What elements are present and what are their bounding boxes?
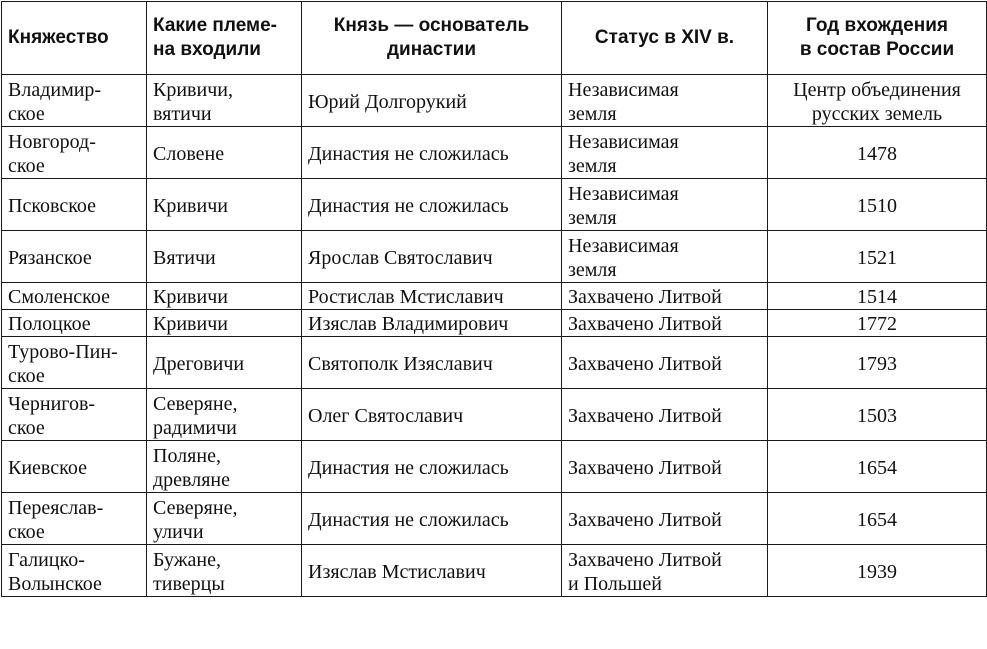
cell-principality: Псковское bbox=[2, 179, 147, 231]
cell-tribes: Кривичи bbox=[147, 283, 302, 310]
table-row bbox=[2, 75, 987, 127]
cell-founder: Династия не сложилась bbox=[302, 179, 562, 231]
table-row bbox=[2, 493, 987, 545]
cell-status: Захвачено Литвой bbox=[562, 310, 768, 337]
cell-principality: Владимир- ское bbox=[2, 75, 147, 127]
table-row bbox=[2, 441, 987, 493]
header-founder: Князь — основатель династии bbox=[302, 2, 562, 75]
cell-tribes: Северяне, уличи bbox=[147, 493, 302, 545]
cell-tribes: Кривичи bbox=[147, 310, 302, 337]
cell-founder: Ярослав Святославич bbox=[302, 231, 562, 283]
cell-principality: Переяслав- ское bbox=[2, 493, 147, 545]
table-row bbox=[2, 231, 987, 283]
cell-status: Независимая земля bbox=[562, 179, 768, 231]
cell-year: 1793 bbox=[768, 337, 987, 389]
cell-founder: Олег Святославич bbox=[302, 389, 562, 441]
header-tribes: Какие племе- на входили bbox=[147, 2, 302, 75]
header-row bbox=[2, 2, 987, 75]
cell-status: Захвачено Литвой bbox=[562, 389, 768, 441]
cell-founder: Изяслав Владимирович bbox=[302, 310, 562, 337]
cell-founder: Ростислав Мстиславич bbox=[302, 283, 562, 310]
table-row bbox=[2, 389, 987, 441]
cell-status: Независимая земля bbox=[562, 231, 768, 283]
cell-year: 1510 bbox=[768, 179, 987, 231]
cell-year: 1654 bbox=[768, 493, 987, 545]
cell-founder: Династия не сложилась bbox=[302, 127, 562, 179]
cell-founder: Юрий Долгорукий bbox=[302, 75, 562, 127]
cell-year: 1514 bbox=[768, 283, 987, 310]
cell-year: 1521 bbox=[768, 231, 987, 283]
cell-status: Захвачено Литвой и Польшей bbox=[562, 545, 768, 597]
table-row bbox=[2, 179, 987, 231]
cell-status: Захвачено Литвой bbox=[562, 337, 768, 389]
cell-principality: Рязанское bbox=[2, 231, 147, 283]
cell-tribes: Кривичи bbox=[147, 179, 302, 231]
cell-tribes: Словене bbox=[147, 127, 302, 179]
cell-status: Независимая земля bbox=[562, 127, 768, 179]
table-row bbox=[2, 545, 987, 597]
cell-principality: Чернигов- ское bbox=[2, 389, 147, 441]
cell-principality: Галицко- Волынское bbox=[2, 545, 147, 597]
cell-tribes: Вятичи bbox=[147, 231, 302, 283]
cell-founder: Династия не сложилась bbox=[302, 441, 562, 493]
cell-founder: Династия не сложилась bbox=[302, 493, 562, 545]
cell-year: Центр объединения русских земель bbox=[768, 75, 987, 127]
cell-year: 1654 bbox=[768, 441, 987, 493]
cell-tribes: Кривичи, вятичи bbox=[147, 75, 302, 127]
principalities-table bbox=[1, 1, 987, 597]
cell-status: Независимая земля bbox=[562, 75, 768, 127]
header-status: Статус в XIV в. bbox=[562, 2, 768, 75]
cell-tribes: Поляне, древляне bbox=[147, 441, 302, 493]
table-row bbox=[2, 337, 987, 389]
cell-year: 1772 bbox=[768, 310, 987, 337]
cell-principality: Турово-Пин- ское bbox=[2, 337, 147, 389]
cell-status: Захвачено Литвой bbox=[562, 493, 768, 545]
cell-tribes: Северяне, радимичи bbox=[147, 389, 302, 441]
cell-year: 1478 bbox=[768, 127, 987, 179]
cell-status: Захвачено Литвой bbox=[562, 441, 768, 493]
header-principality: Княжество bbox=[2, 2, 147, 75]
cell-year: 1939 bbox=[768, 545, 987, 597]
cell-founder: Святополк Изяславич bbox=[302, 337, 562, 389]
table-row bbox=[2, 310, 987, 337]
cell-principality: Киевское bbox=[2, 441, 147, 493]
cell-principality: Смоленское bbox=[2, 283, 147, 310]
cell-status: Захвачено Литвой bbox=[562, 283, 768, 310]
cell-year: 1503 bbox=[768, 389, 987, 441]
table-row bbox=[2, 127, 987, 179]
cell-principality: Полоцкое bbox=[2, 310, 147, 337]
cell-tribes: Бужане, тиверцы bbox=[147, 545, 302, 597]
table-row bbox=[2, 283, 987, 310]
cell-founder: Изяслав Мстиславич bbox=[302, 545, 562, 597]
cell-principality: Новгород- ское bbox=[2, 127, 147, 179]
header-year: Год вхождения в состав России bbox=[768, 2, 987, 75]
cell-tribes: Дреговичи bbox=[147, 337, 302, 389]
